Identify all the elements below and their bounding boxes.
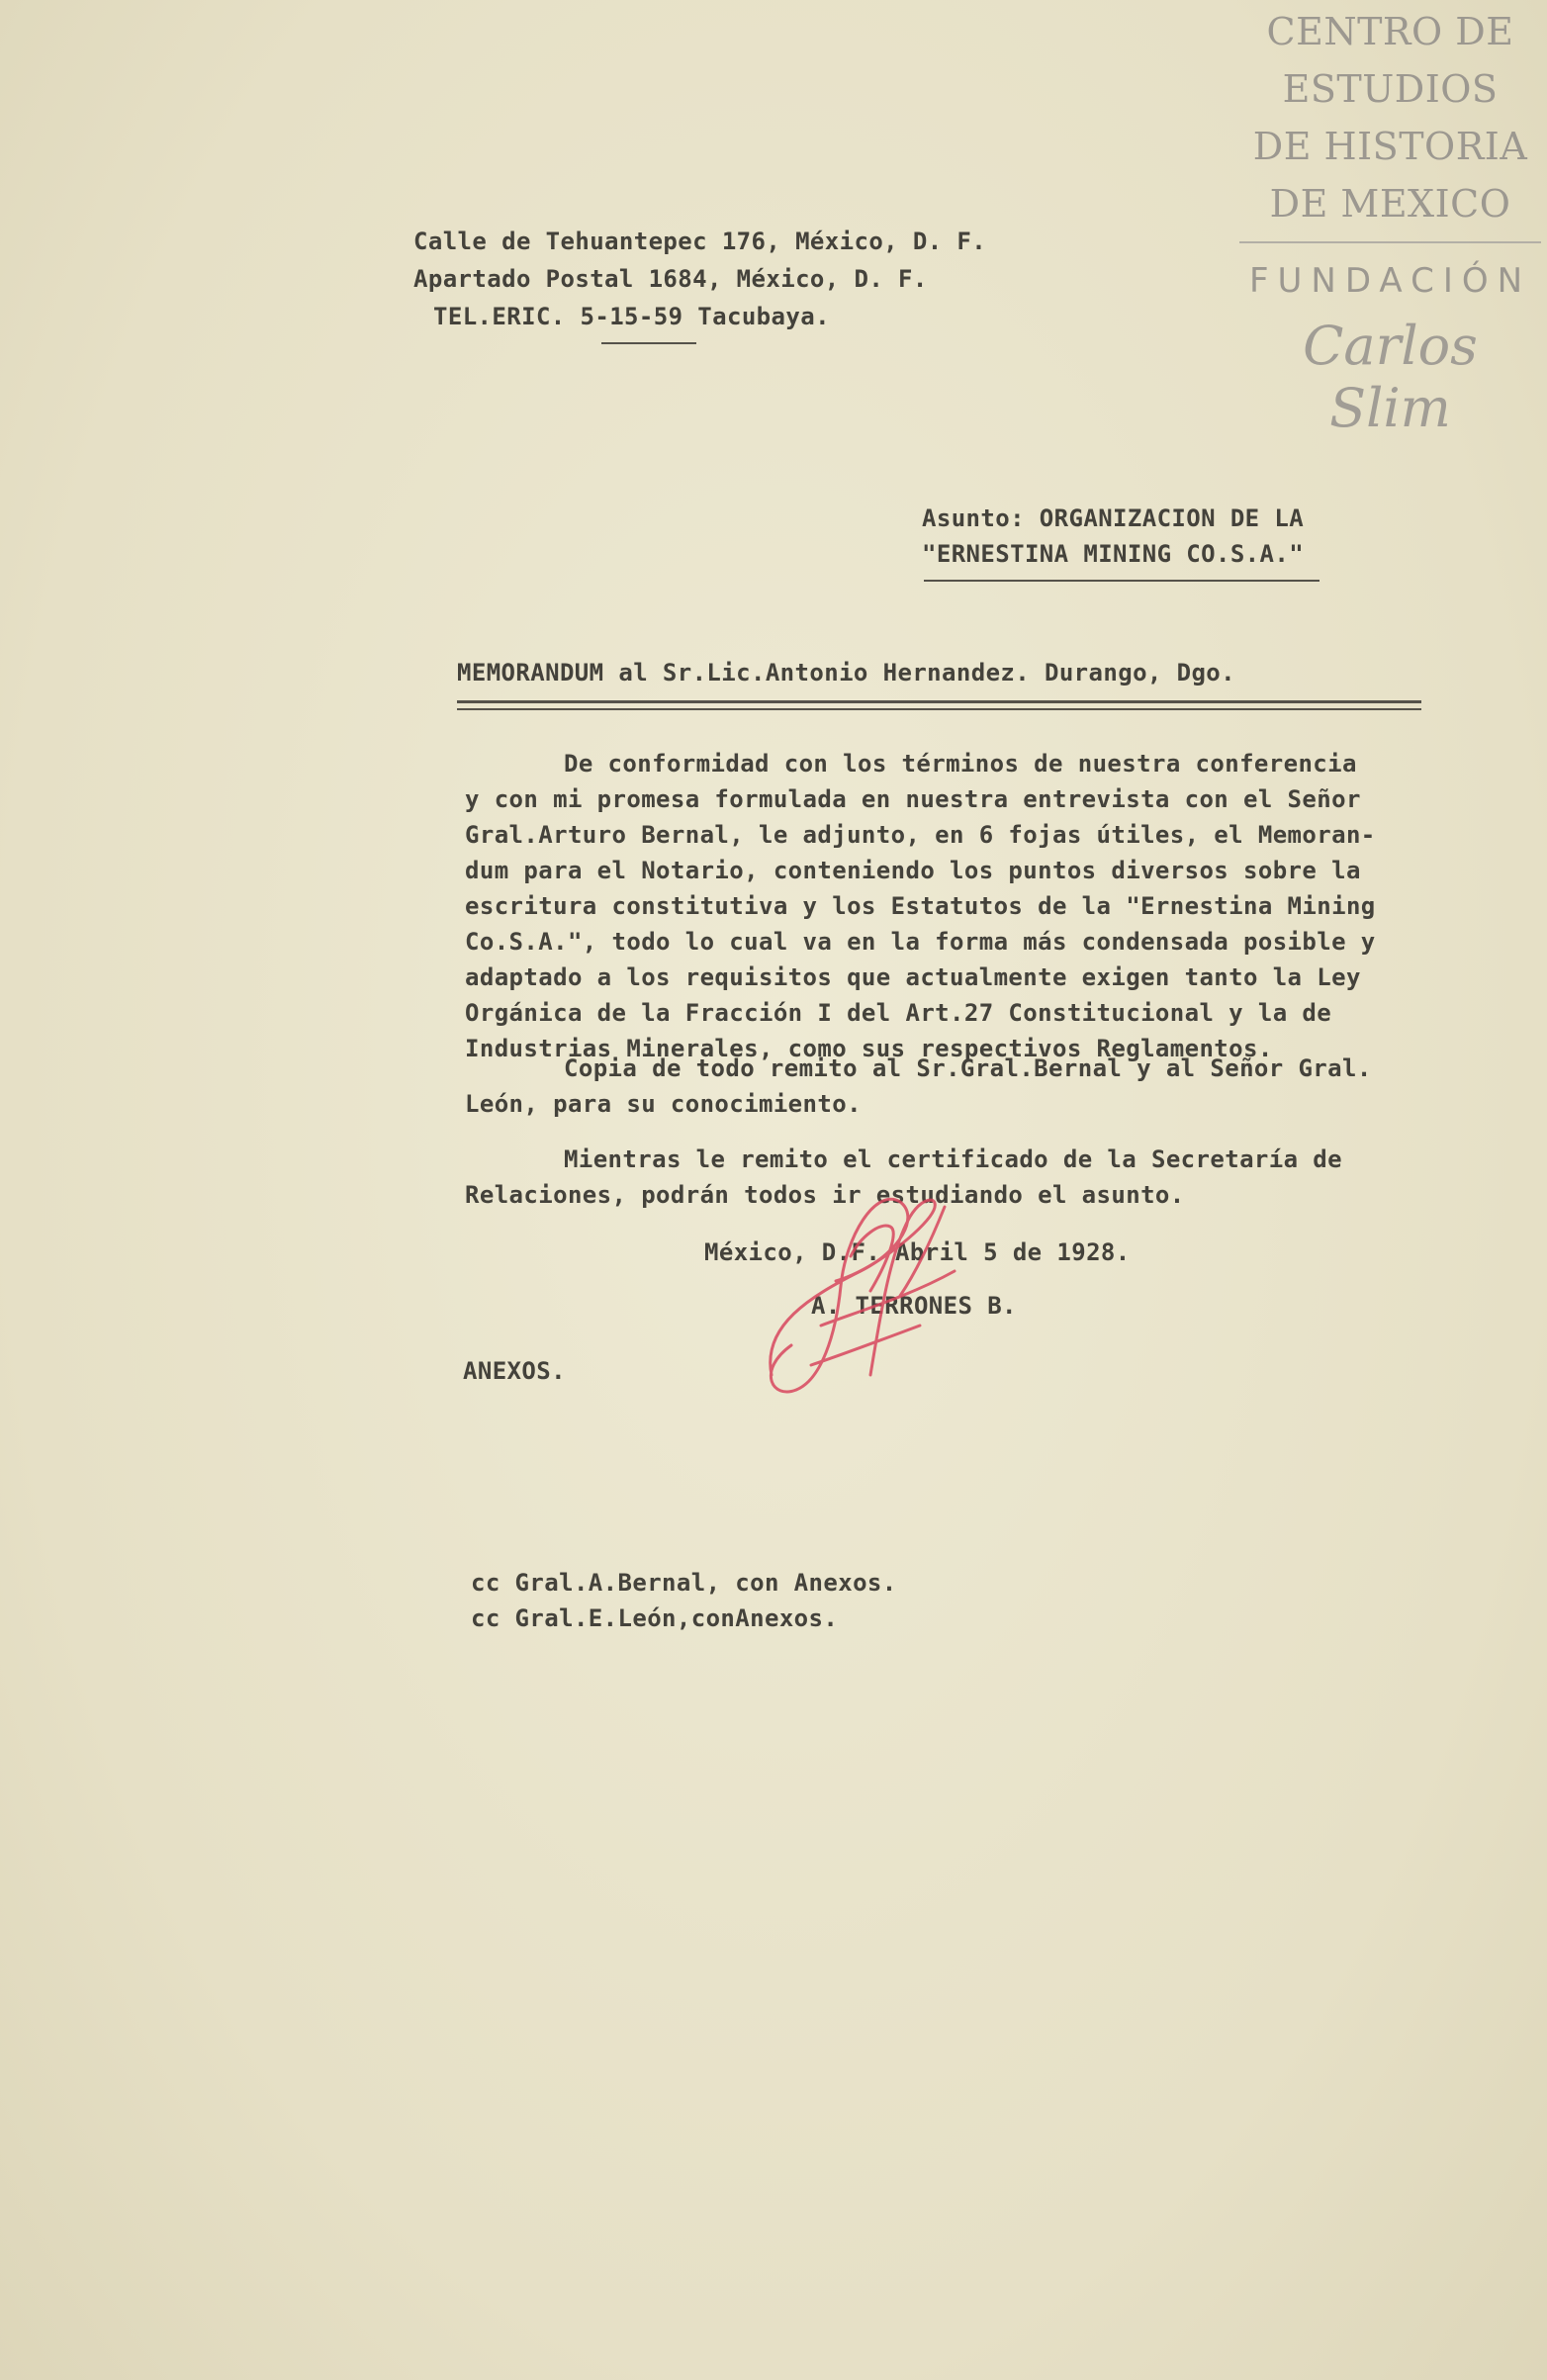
sender-name: A. TERRONES B. xyxy=(811,1292,1017,1320)
subject-line: Asunto: ORGANIZACION DE LA xyxy=(922,504,1305,532)
text-line: Gral.Arturo Bernal, le adjunto, en 6 fojas útiles, el Memoran- xyxy=(465,821,1376,849)
cc-line: cc Gral.E.León,conAnexos. xyxy=(471,1604,839,1632)
text-line: Co.S.A.", todo lo cual va en la forma más condensada posible y xyxy=(465,928,1376,956)
text-line: Copia de todo remito al Sr.Gral.Bernal y al Señor Gral. xyxy=(564,1054,1372,1082)
text-line: De conformidad con los términos de nuestra conferencia xyxy=(564,750,1357,778)
watermark-line: DE MEXICO xyxy=(1269,182,1511,226)
watermark-foundation: FUNDACIÓN xyxy=(1248,261,1532,301)
letterhead-postal: Apartado Postal 1684, México, D. F. xyxy=(413,265,928,293)
text-line: dum para el Notario, conteniendo los puntos diversos sobre la xyxy=(465,857,1361,884)
watermark-line: ESTUDIOS xyxy=(1282,67,1499,111)
text-line: escritura constitutiva y los Estatutos de la "Ernestina Mining xyxy=(465,892,1376,920)
watermark-divider xyxy=(1239,241,1541,243)
watermark-line: DE HISTORIA xyxy=(1252,125,1528,168)
text-line: Relaciones, podrán todos ir estudiando el asunto. xyxy=(465,1181,1185,1209)
archive-watermark xyxy=(1239,6,1541,439)
enclosures-label: ANEXOS. xyxy=(463,1357,566,1385)
cc-line: cc Gral.A.Bernal, con Anexos. xyxy=(471,1569,897,1597)
text-line: Industrias Minerales, como sus respectivos Reglamentos. xyxy=(465,1035,1273,1062)
memo-heading: MEMORANDUM al Sr.Lic.Antonio Hernandez. Durango, Dgo. xyxy=(457,659,1236,687)
heading-underline xyxy=(457,700,1421,703)
watermark-line: CENTRO DE xyxy=(1266,10,1514,53)
handwritten-signature xyxy=(752,1177,979,1415)
letterhead-address: Calle de Tehuantepec 176, México, D. F. xyxy=(413,228,987,255)
subject-line: "ERNESTINA MINING CO.S.A." xyxy=(922,540,1305,568)
text-line: y con mi promesa formulada en nuestra entrevista con el Señor xyxy=(465,785,1361,813)
text-line: Orgánica de la Fracción I del Art.27 Constitucional y la de xyxy=(465,999,1332,1027)
text-line: León, para su conocimiento. xyxy=(465,1090,862,1118)
text-line: Mientras le remito el certificado de la Secretaría de xyxy=(564,1145,1343,1173)
letterhead-underline xyxy=(601,342,696,344)
watermark-signature-logo: Carlos Slim xyxy=(1303,315,1478,439)
subject-underline xyxy=(924,580,1320,582)
letterhead-phone: TEL.ERIC. 5-15-59 Tacubaya. xyxy=(433,303,830,330)
body-paragraph xyxy=(465,746,1434,1066)
date-line: México, D.F. Abril 5 de 1928. xyxy=(704,1238,1131,1266)
body-paragraph xyxy=(465,1051,1434,1122)
heading-underline xyxy=(457,708,1421,710)
text-line: adaptado a los requisitos que actualmente exigen tanto la Ley xyxy=(465,963,1361,991)
